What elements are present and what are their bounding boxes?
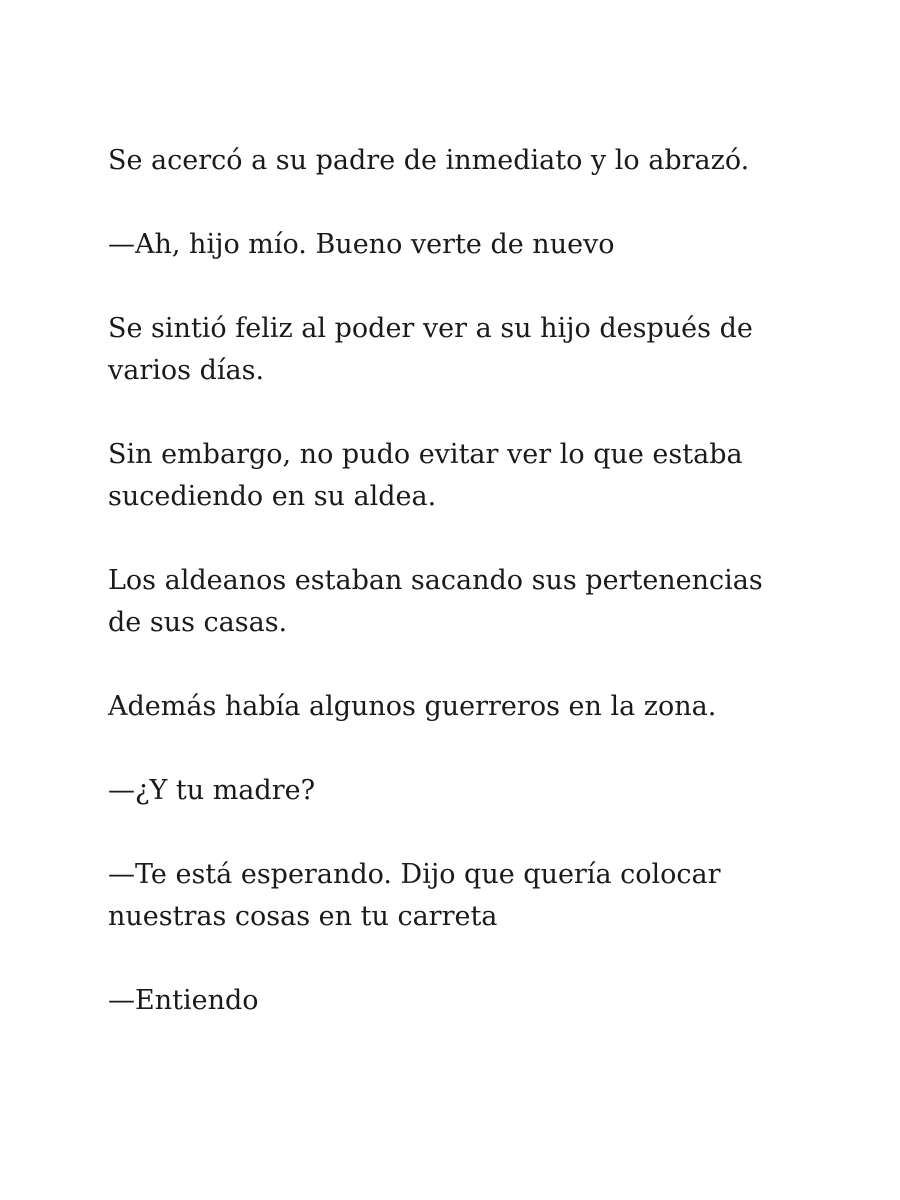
paragraph-narration-hug: Se acercó a su padre de inmediato y lo abrazó. — [108, 145, 750, 176]
paragraph-dialogue-father-greeting: —Ah, hijo mío. Bueno verte de nuevo — [108, 229, 615, 260]
paragraph-dialogue-mother-answer: —Te está esperando. Dijo que quería colocar nuestras cosas en tu carreta — [108, 859, 721, 932]
paragraph-narration-warriors: Además había algunos guerreros en la zona. — [108, 691, 717, 722]
paragraph-dialogue-mother-question: —¿Y tu madre? — [108, 775, 316, 806]
paragraph-narration-happy: Se sintió feliz al poder ver a su hijo después de varios días. — [108, 313, 753, 386]
reading-page — [108, 140, 798, 1064]
paragraph-dialogue-understand: —Entiendo — [108, 985, 259, 1016]
paragraph-narration-village: Sin embargo, no pudo evitar ver lo que estaba sucediendo en su aldea. — [108, 439, 743, 512]
paragraph-narration-villagers: Los aldeanos estaban sacando sus pertenencias de sus casas. — [108, 565, 763, 638]
